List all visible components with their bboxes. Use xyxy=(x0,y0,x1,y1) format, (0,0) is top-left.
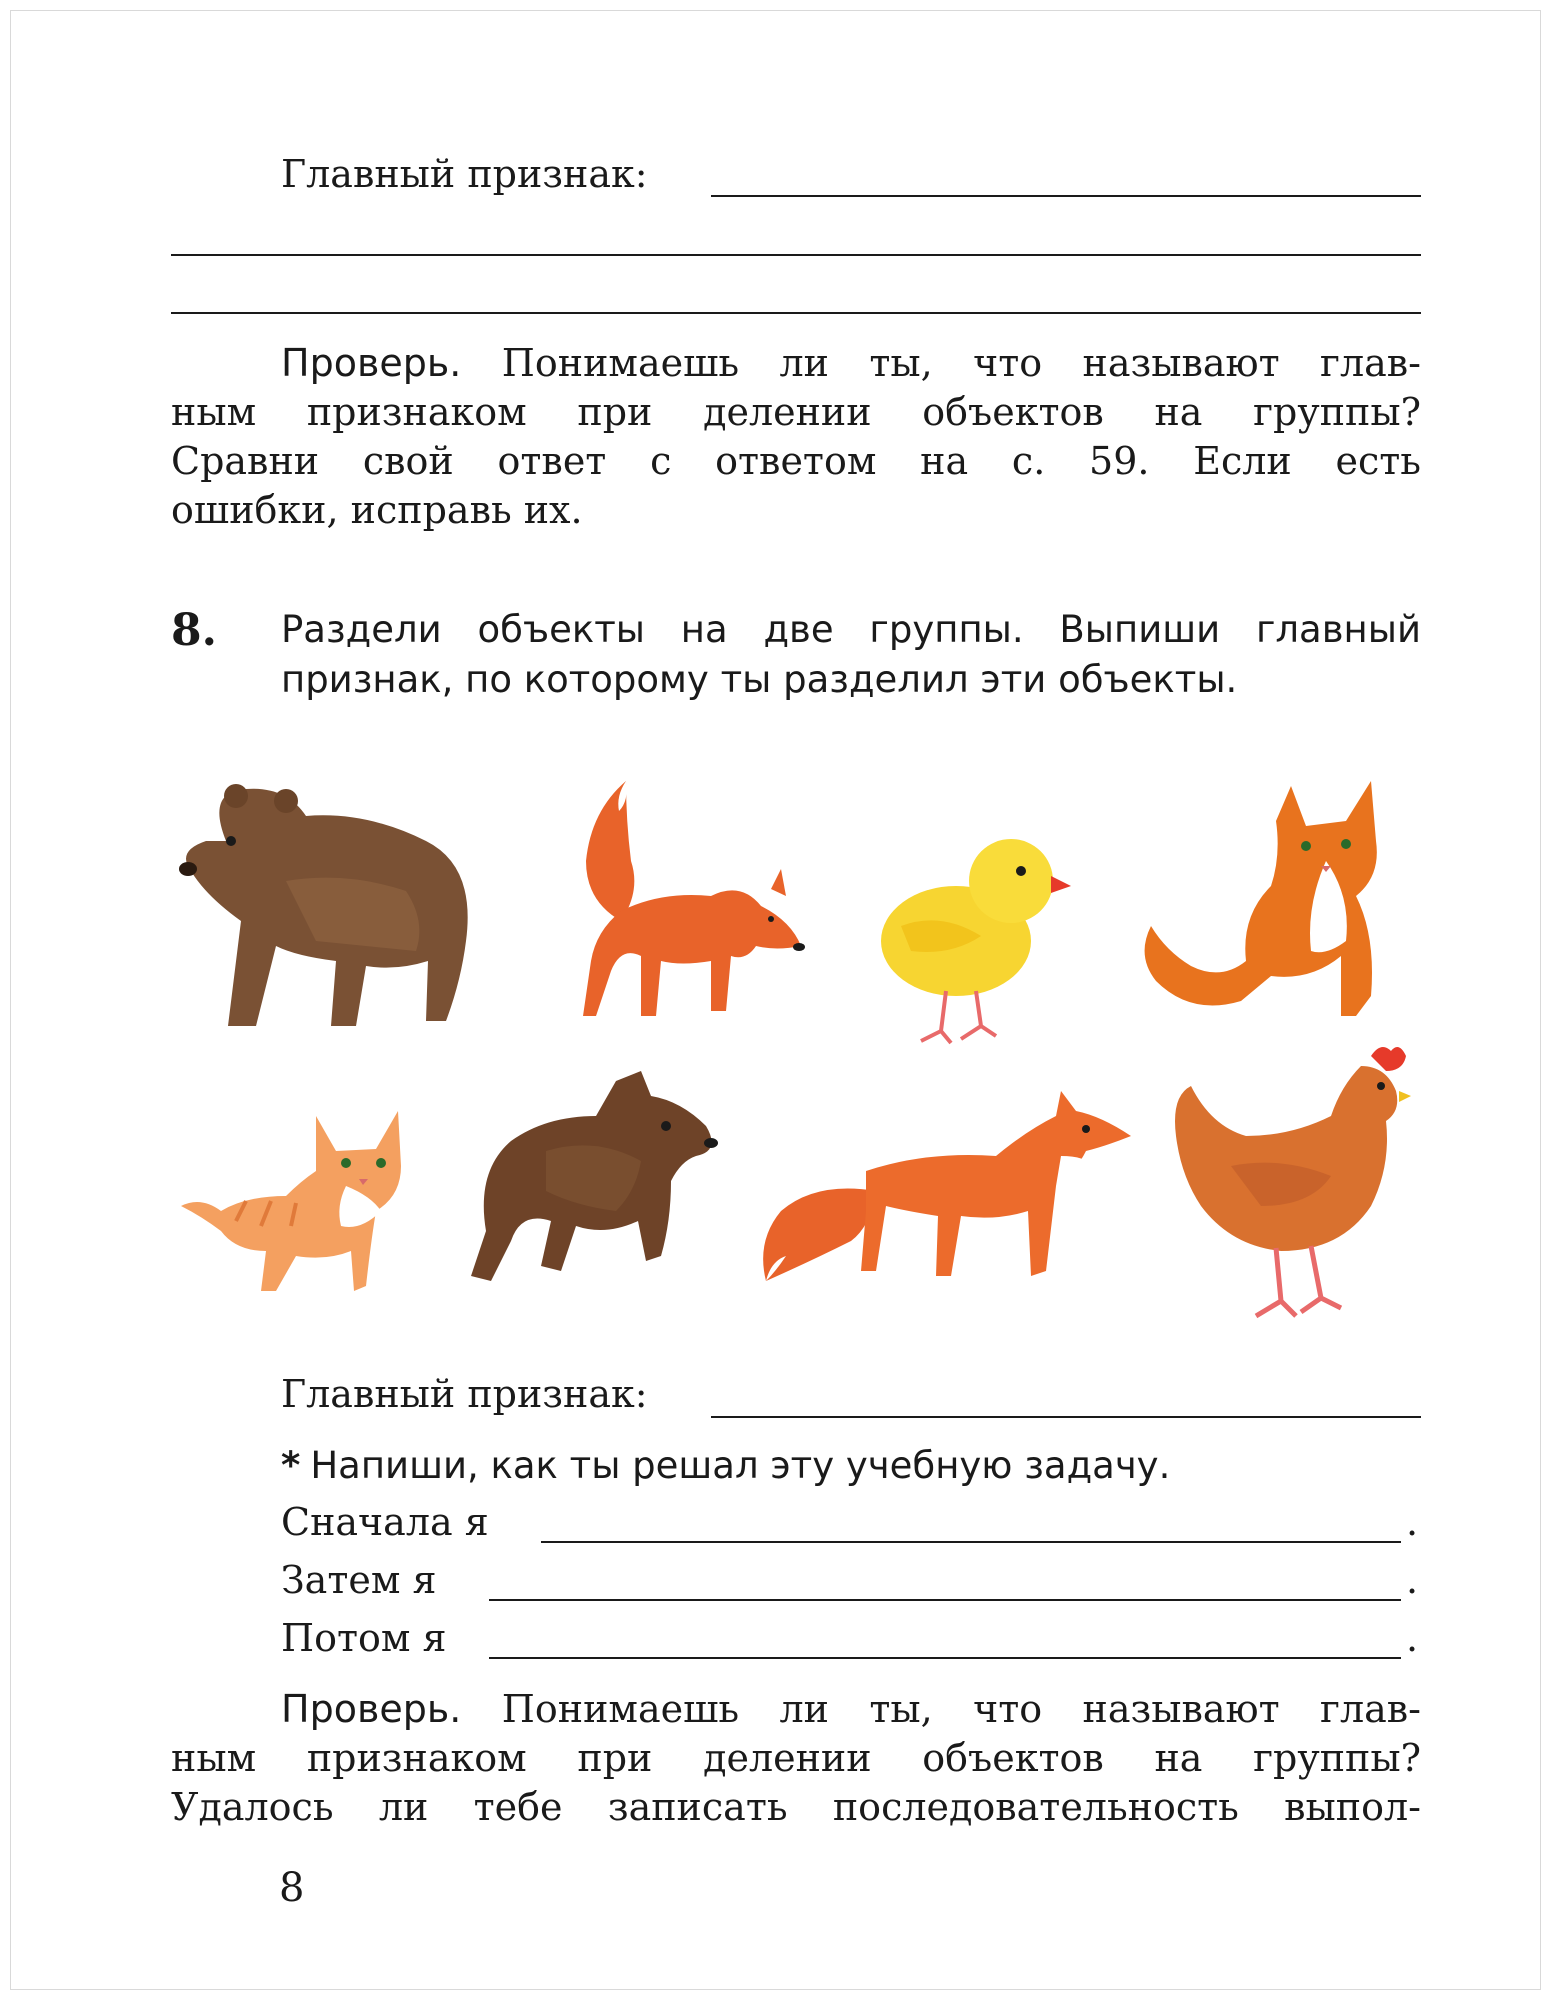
check-label-2: Проверь. xyxy=(281,1687,462,1731)
check1-line-4: ошибки, исправь их. xyxy=(171,488,583,532)
bear-illustration[interactable] xyxy=(166,771,486,1046)
page-number: 8 xyxy=(279,1865,305,1911)
hen-illustration[interactable] xyxy=(1171,1036,1411,1326)
task-instruction xyxy=(281,605,1421,705)
cat-illustration[interactable] xyxy=(1131,766,1406,1036)
step-then-period: . xyxy=(1406,1558,1419,1602)
step-first-label: Сначала я xyxy=(281,1500,489,1544)
main-sign-answer-line-1[interactable] xyxy=(711,195,1421,197)
workbook-page xyxy=(10,10,1541,1990)
fox-illustration[interactable] xyxy=(756,1071,1136,1301)
step-then-answer-line[interactable] xyxy=(489,1599,1401,1601)
reflection-note-text: Напиши, как ты решал эту учебную задачу. xyxy=(310,1444,1171,1487)
check1-line-2: ным признаком при делении объектов на группы? xyxy=(171,390,1421,434)
task-line-2: признак, по которому ты разделил эти объекты. xyxy=(281,658,1238,701)
task-line-1: Раздели объекты на две группы. Выпиши главный xyxy=(281,608,1421,651)
reflection-note xyxy=(281,1443,1170,1489)
check1-line-1: Понимаешь ли ты, что называют глав- xyxy=(461,341,1421,385)
step-after-answer-line[interactable] xyxy=(489,1657,1401,1659)
task-number: 8. xyxy=(171,605,217,656)
chick-illustration[interactable] xyxy=(871,831,1071,1046)
check2-line-2: ным признаком при делении объектов на группы? xyxy=(171,1736,1421,1780)
main-sign-label-2: Главный признак: xyxy=(281,1372,648,1416)
step-after-label: Потом я xyxy=(281,1616,447,1660)
fox-cub-illustration[interactable] xyxy=(571,771,806,1041)
check-paragraph-1 xyxy=(171,339,1421,535)
check1-line-3: Сравни свой ответ с ответом на с. 59. Если есть xyxy=(171,439,1421,483)
main-sign-label-1: Главный признак: xyxy=(281,152,648,196)
step-then-label: Затем я xyxy=(281,1558,437,1602)
step-first-answer-line[interactable] xyxy=(541,1541,1401,1543)
answer-line-2[interactable] xyxy=(171,254,1421,256)
star-marker: * xyxy=(281,1444,301,1487)
bear-cub-illustration[interactable] xyxy=(466,1061,726,1301)
check2-line-1: Понимаешь ли ты, что называют глав- xyxy=(461,1687,1421,1731)
step-after-period: . xyxy=(1406,1616,1419,1660)
check-paragraph-2 xyxy=(171,1685,1421,1832)
check2-line-3: Удалось ли тебе записать последовательность выпол- xyxy=(171,1785,1421,1829)
kitten-illustration[interactable] xyxy=(176,1101,426,1311)
check-label-1: Проверь. xyxy=(281,341,462,385)
answer-line-3[interactable] xyxy=(171,312,1421,314)
step-first-period: . xyxy=(1406,1500,1419,1544)
main-sign-answer-line-2[interactable] xyxy=(711,1416,1421,1418)
